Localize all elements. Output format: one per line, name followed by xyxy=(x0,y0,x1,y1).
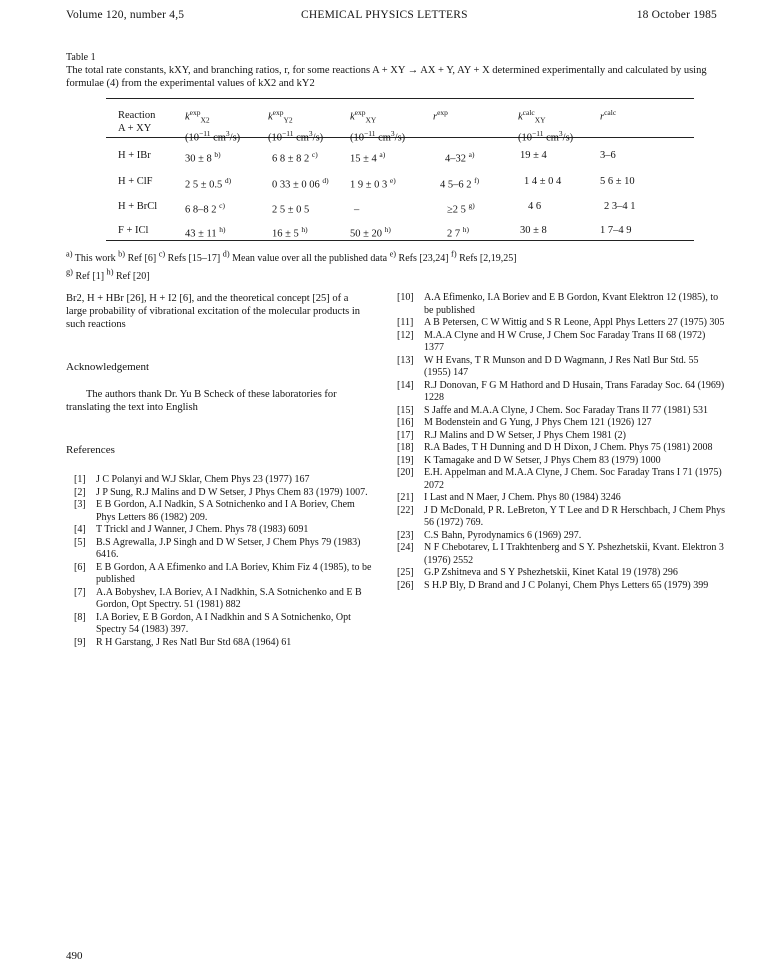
cell-kxy-calc: 4 6 xyxy=(528,201,542,212)
cell-r-exp: 4 5–6 2 $^{f)}$ xyxy=(440,176,480,191)
reference-item: [22] J D McDonald, P R. LeBreton, Y T Lee and D R Herschbach, J Chem Phys 56 (1972) 769. xyxy=(397,504,725,528)
reference-item: [25] G.P Zshitneva and S Y Pshezhetskii, Kinet Katal 19 (1978) 296 xyxy=(397,567,678,578)
cell-reaction: H + ClF xyxy=(118,176,153,187)
cell-r-calc: 1 7–4 9 xyxy=(600,225,632,236)
reference-item: [17] R.J Malins and D W Setser, J Phys Chem 1981 (2) xyxy=(397,429,627,441)
kx2-sub: X2 xyxy=(200,115,210,125)
cell-kxy-calc: 30 ± 8 xyxy=(520,225,547,236)
col-header-reaction-line2: A + XY xyxy=(118,123,152,134)
reference-list-left xyxy=(66,474,374,649)
col-header-kxy-calc xyxy=(518,106,573,144)
kxy-calc-unit-b: cm xyxy=(543,132,559,144)
kx2-unit-cube: 3 xyxy=(225,128,230,138)
reference-item: [2] J P Sung, R.J Malins and D W Setser, J Phys Chem 83 (1979) 1007. xyxy=(74,486,368,498)
ky2-unit-cube: 3 xyxy=(308,128,313,138)
reference-item: [23] C.S Bahn, Pyrodynamics 6 (1969) 297. xyxy=(397,529,582,541)
kxy-exp-unit-cube: 3 xyxy=(390,128,395,138)
reference-item: [11] A B Petersen, C W Wittig and S R Leone, Appl Phys Letters 27 (1975) 305 xyxy=(397,317,725,328)
references-heading: References xyxy=(66,444,115,456)
cell-kxy-exp: 50 ± 20 $^{h)}$ xyxy=(350,225,391,240)
kx2-unit-exp: −11 xyxy=(199,128,211,138)
kxy-exp-unit-b: cm xyxy=(375,132,391,144)
acknowledgement-heading: Acknowledgement xyxy=(66,361,150,373)
footnote: $^{f)}$ Refs [2,19,25] xyxy=(451,250,517,265)
cell-ky2: 0 33 ± 0 06 $^{d)}$ xyxy=(272,176,329,191)
col-header-kxy-exp xyxy=(350,106,405,144)
cell-kxy-exp: – xyxy=(354,204,360,216)
body-paragraph: Br2, H + HBr [26], H + I2 [6], and the theoretical concept [25] of a large probability of vibrational excitation of the molecular products in such reactions xyxy=(66,293,361,330)
reference-item: [15] S Jaffe and M.A.A Clyne, J Chem. Soc Faraday Trans II 77 (1981) 531 xyxy=(397,404,708,416)
footnote: $^{h)}$ Ref [20] xyxy=(106,267,150,282)
ky2-sup: exp xyxy=(272,108,284,117)
cell-kx2: 43 ± 11 $^{h)}$ xyxy=(185,225,226,240)
reference-item: [8] I.A Boriev, E B Gordon, A I Nadkhin and S A Sotnichenko, Opt Spectry 54 (1983) 397. xyxy=(74,611,351,635)
cell-r-exp: 2 7 $^{h)}$ xyxy=(447,225,469,240)
cell-reaction: H + BrCl xyxy=(118,201,158,212)
ky2-unit-exp: −11 xyxy=(282,128,294,138)
reference-item: [14] R.J Donovan, F G M Hathord and D Husain, Trans Faraday Soc. 64 (1969) 1228 xyxy=(397,379,725,403)
ky2-symbol: k xyxy=(268,111,273,123)
footnote: $^{c)}$ Refs [15–17] xyxy=(158,250,223,265)
cell-kx2: 2 5 ± 0.5 $^{d)}$ xyxy=(185,176,232,191)
cell-r-exp: 4–32 $^{a)}$ xyxy=(445,150,475,165)
kx2-unit-c: /s) xyxy=(229,132,241,144)
ky2-unit-c: /s) xyxy=(312,132,324,144)
kxy-calc-symbol: k xyxy=(518,111,523,123)
cell-kxy-exp: 1 9 ± 0 3 $^{e)}$ xyxy=(350,176,396,191)
ky2-unit-b: cm xyxy=(293,132,309,144)
cell-r-calc: 5 6 ± 10 xyxy=(600,176,635,187)
page-number: 490 xyxy=(66,950,83,962)
footnote: $^{b)}$ Ref [6] xyxy=(118,250,159,265)
cell-r-calc: 2 3–4 1 xyxy=(604,201,636,212)
running-header-volume: Volume 120, number 4,5 xyxy=(66,9,185,21)
table-footnotes xyxy=(66,248,726,283)
reference-item: [16] M Bodenstein and G Yung, J Phys Chem 121 (1926) 127 xyxy=(397,417,652,428)
r-exp-symbol: r xyxy=(433,111,438,123)
kxy-calc-unit-cube: 3 xyxy=(558,128,563,138)
col-header-r-exp xyxy=(433,106,448,124)
col-header-ky2-exp xyxy=(268,106,323,144)
footnote: $^{e)}$ Refs [23,24] xyxy=(389,250,452,265)
reference-item: [1] J C Polanyi and W.J Sklar, Chem Phys 23 (1977) 167 xyxy=(74,474,310,485)
kxy-exp-unit-exp: −11 xyxy=(364,128,376,138)
kxy-calc-unit-exp: −11 xyxy=(532,128,544,138)
cell-ky2: 16 ± 5 $^{h)}$ xyxy=(272,225,308,240)
table-bottom-rule xyxy=(106,240,694,241)
running-header-date: 18 October 1985 xyxy=(636,9,717,21)
kxy-calc-unit-a: (10 xyxy=(518,132,532,144)
kxy-exp-sup: exp xyxy=(354,108,366,117)
reference-item: [26] S H.P Bly, D Brand and J C Polanyi, Chem Phys Letters 65 (1979) 399 xyxy=(397,579,709,591)
reference-item: [5] B.S Agrewalla, J.P Singh and D W Setser, J Chem Phys 79 (1983) 6416. xyxy=(74,536,361,560)
col-header-kx2-exp xyxy=(185,106,240,144)
kx2-symbol: k xyxy=(185,111,190,123)
cell-r-calc: 3–6 xyxy=(600,150,616,161)
table-top-rule xyxy=(106,98,694,99)
cell-reaction: H + IBr xyxy=(118,150,151,161)
reference-item: [4] T Trickl and J Wanner, J Chem. Phys 78 (1983) 6091 xyxy=(74,524,309,535)
kxy-exp-unit-c: /s) xyxy=(394,132,406,144)
reference-item: [18] R.A Bades, T H Dunning and D H Dixon, J Chem. Phys 75 (1981) 2008 xyxy=(397,442,713,453)
reference-item: [6] E B Gordon, A A Efimenko and I.A Boriev, Khim Fiz 4 (1985), to be published xyxy=(74,561,372,585)
r-calc-sup: calc xyxy=(604,108,617,117)
col-header-reaction-line1: Reaction xyxy=(118,110,156,121)
cell-r-exp: ≥2 5 $^{g)}$ xyxy=(447,201,475,216)
reference-item: [24] N F Chebotarev, L I Trakhtenberg and S Y. Pshezhetskii, Kvant. Elektron 3 (1976) 2552 xyxy=(397,542,724,566)
kxy-exp-symbol: k xyxy=(350,111,355,123)
footnote: $^{g)}$ Ref [1] xyxy=(66,267,107,282)
kx2-unit-a: (10 xyxy=(185,132,199,144)
cell-kx2: 6 8–8 2 $^{c)}$ xyxy=(185,201,225,216)
reference-item: [19] K Tamagake and D W Setser, J Phys Chem 83 (1979) 1000 xyxy=(397,454,661,466)
reference-list-right xyxy=(397,292,727,592)
ky2-sub: Y2 xyxy=(283,115,293,125)
reference-item: [10] A.A Efimenko, I.A Boriev and E B Gordon, Kvant Elektron 12 (1985), to be published xyxy=(397,292,719,316)
reference-item: [20] E.H. Appelman and M.A.A Clyne, J Chem. Soc Faraday Trans I 71 (1975) 2072 xyxy=(397,467,722,491)
reference-item: [12] M.A.A Clyne and H W Cruse, J Chem Soc Faraday Trans II 68 (1972) 1377 xyxy=(397,329,706,353)
cell-ky2: 2 5 ± 0 5 xyxy=(272,204,310,216)
col-header-r-calc xyxy=(600,106,616,124)
table-caption: The total rate constants, kXY, and branching ratios, r, for some reactions A + XY → AX + Y, AY + X determined experimentally and calculated by using formulae (4) from the experimental values of kX2 and kY2 xyxy=(66,65,707,89)
r-exp-sup: exp xyxy=(437,108,448,117)
kxy-exp-sub: XY xyxy=(365,115,377,125)
col-header-reaction xyxy=(118,109,155,135)
r-calc-symbol: r xyxy=(600,111,605,123)
kxy-calc-sub: XY xyxy=(534,115,546,125)
kx2-unit-b: cm xyxy=(210,132,226,144)
reference-item: [21] I Last and N Maer, J Chem. Phys 80 (1984) 3246 xyxy=(397,492,621,503)
reference-item: [9] R H Garstang, J Res Natl Bur Std 68A (1964) 61 xyxy=(74,636,292,648)
left-column xyxy=(66,292,376,649)
cell-reaction: F + ICl xyxy=(118,225,149,236)
running-header-journal: CHEMICAL PHYSICS LETTERS xyxy=(301,9,468,21)
kx2-sup: exp xyxy=(189,108,201,117)
cell-kx2: 30 ± 8 $^{b)}$ xyxy=(185,150,221,165)
reference-item: [13] W H Evans, T R Munson and D D Wagmann, J Res Natl Bur Std. 55 (1955) 147 xyxy=(397,354,699,378)
kxy-calc-unit-c: /s) xyxy=(562,132,574,144)
cell-kxy-calc: 1 4 ± 0 4 xyxy=(524,176,562,187)
ky2-unit-a: (10 xyxy=(268,132,282,144)
acknowledgement-text: The authors thank Dr. Yu B Scheck of these laboratories for translating the text into English xyxy=(66,389,337,413)
cell-ky2: 6 8 ± 8 2 $^{c)}$ xyxy=(272,150,318,165)
cell-kxy-exp: 15 ± 4 $^{a)}$ xyxy=(350,150,386,165)
footnote: $^{d)}$ Mean value over all the published data xyxy=(222,250,390,265)
kxy-exp-unit-a: (10 xyxy=(350,132,364,144)
kxy-calc-sup: calc xyxy=(522,108,535,117)
footnote: $^{a)}$ This work xyxy=(66,250,119,265)
cell-kxy-calc: 19 ± 4 xyxy=(520,150,547,161)
reference-item: [7] A.A Bobyshev, I.A Boriev, A I Nadkhin, S.A Sotnichenko and E B Gordon, Opt Spectry. 51 (1981) 882 xyxy=(74,586,362,610)
reference-item: [3] E B Gordon, A.I Nadkin, S A Sotnichenko and I A Boriev, Chem Phys Letters 86 (1982) 209. xyxy=(74,499,355,523)
table-title: Table 1 xyxy=(66,52,96,63)
